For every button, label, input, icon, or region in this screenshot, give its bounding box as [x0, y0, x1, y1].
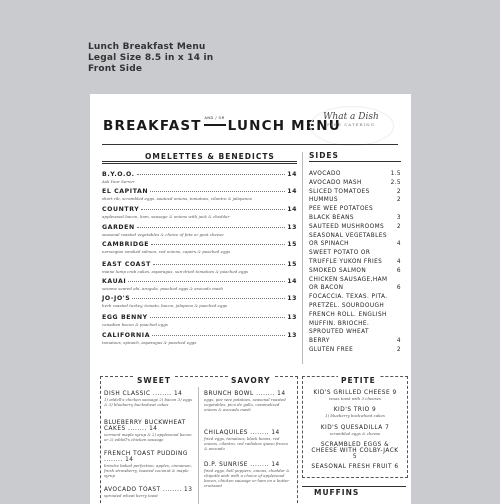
omelette-name: EL CAPITAN: [102, 188, 149, 195]
logo-flourish: [310, 106, 394, 146]
petite-description: texas toast with 3 cheeses: [329, 396, 381, 401]
side-item: [309, 197, 401, 203]
header-rule: [102, 144, 398, 145]
omelette-row: [102, 241, 297, 248]
omelette-row: [102, 171, 297, 178]
omelettes-rule-top: [102, 161, 297, 162]
side-name: OR SPINACH: [309, 241, 349, 248]
savory-description: fried eggs, bell peppers, onions, cheddar & chipotle aioli with a choice of applewood bacon, chicken sausage or ham on a butter croissant: [204, 468, 290, 488]
sweet-name: FRENCH TOAST PUDDING ........ 14: [104, 451, 188, 463]
petite-price: 5: [352, 454, 358, 460]
side-price: [398, 303, 401, 309]
petite-price: 9: [372, 407, 377, 413]
sides-heading: SIDES: [309, 151, 339, 160]
side-name: MUFFIN. BRIOCHE.: [309, 320, 370, 327]
petite-item: [304, 464, 406, 470]
dot-leader: [137, 227, 285, 228]
caption-line-2: Legal Size 8.5 in x 14 in: [88, 53, 214, 63]
sweet-savory-divider: [198, 387, 199, 504]
omelette-price: 14: [287, 206, 297, 213]
omelette-row: [102, 188, 297, 195]
sweet-item: [104, 451, 194, 478]
savory-name: CHILAQUILES ........ 14: [204, 430, 280, 436]
savory-item: [204, 430, 292, 451]
dot-leader: [153, 264, 285, 265]
title-and-or: AND / OR: [204, 115, 225, 120]
omelette-item: [102, 332, 297, 345]
omelette-description: norwegian smoked salmon, red onions, capers & poached eggs: [102, 249, 231, 254]
omelette-name: EAST COAST: [102, 261, 151, 268]
petite-item: [304, 425, 406, 436]
omelette-price: 15: [287, 241, 297, 248]
omelette-description: seasonal roasted vegetables & choice of feta or goat cheese: [102, 232, 224, 237]
omelette-item: [102, 206, 297, 219]
side-item: [309, 303, 401, 309]
dot-leader: [151, 244, 285, 245]
caption: [88, 42, 213, 75]
savory-item: [204, 391, 292, 412]
omelette-description: applewood bacon, ham, sausage & onions with jack & cheddar: [102, 214, 230, 219]
savory-description: eggs, pee wee potatoes, seasonal roasted vegetables, pico de gallo, caramelized onions & avocado mash: [204, 397, 286, 412]
petite-name-text: KID'S GRILLED CHEESE: [313, 390, 391, 396]
side-price: [398, 206, 401, 212]
side-name: PEE WEE POTATOES: [309, 206, 374, 213]
savory-name: D.P. SUNRISE ........ 14: [204, 462, 280, 468]
petite-name-text: KID'S QUESADILLA: [320, 425, 383, 431]
omelette-row: [102, 206, 297, 213]
omelette-description: short rib, scrambled eggs, sauteed onions, tomatoes, cilantro & jalapenos: [102, 196, 252, 201]
dot-leader: [141, 209, 285, 210]
omelette-item: [102, 188, 297, 201]
petite-name-text: SEASONAL FRESH FRUIT: [311, 464, 393, 470]
caption-line-1: Lunch Breakfast Menu: [88, 42, 206, 52]
side-name: CHICKEN SAUSAGE,HAM: [309, 276, 388, 283]
omelette-price: 13: [287, 332, 297, 339]
side-item: [309, 338, 401, 344]
side-price: 2: [396, 223, 401, 230]
side-name: SLICED TOMATOES: [309, 188, 370, 195]
savory-name: BRUNCH BOWL ........ 14: [204, 391, 286, 397]
menu-title: [103, 115, 341, 134]
savory-item: [204, 462, 292, 488]
dot-leader: [150, 191, 285, 192]
side-price: [398, 250, 401, 256]
side-item: [309, 277, 401, 283]
side-price: 6: [396, 267, 401, 274]
title-separator: [204, 115, 226, 126]
side-item: [309, 329, 401, 335]
menu-sheet: [90, 94, 411, 504]
omelette-description: maine lump crab cakes, asparagus, sun-dried tomatoes & poached eggs: [102, 269, 249, 274]
caption-line-3: Front Side: [88, 64, 143, 74]
side-item: [309, 180, 401, 186]
petite-name: [304, 464, 406, 470]
petite-description: scrambled eggs & cheese: [329, 431, 381, 436]
omelette-price: 13: [287, 314, 297, 321]
petite-name-text: KID'S TRIO: [333, 407, 370, 413]
side-item: [309, 312, 401, 318]
sides-rule: [309, 161, 401, 162]
side-price: [398, 233, 401, 239]
sweet-description: 1) eddell's chicken sausage 2) bacon 3) eggs & 3) blueberry buckwheat cakes: [104, 397, 193, 407]
side-price: [398, 294, 401, 300]
side-name: FOCACCIA. TEXAS. PITA.: [309, 294, 388, 301]
omelette-name: KAUAI: [102, 278, 127, 285]
side-name: AVOCADO: [309, 171, 341, 177]
omelette-description: herb roasted turkey, tomato, bacon, jalapeno & poached eggs: [102, 303, 228, 308]
side-name: FRENCH ROLL. ENGLISH: [309, 311, 387, 318]
muffins-rule: [302, 486, 406, 487]
side-item: [309, 215, 401, 221]
side-name: HUMMUS: [309, 197, 338, 204]
side-price: [398, 329, 401, 335]
side-item: [309, 321, 401, 327]
omelettes-rule-bottom: [102, 163, 297, 164]
petite-name: [304, 442, 406, 460]
dot-leader: [150, 317, 285, 318]
side-price: 4: [396, 259, 401, 265]
side-item: [309, 189, 401, 195]
side-item: [309, 250, 401, 256]
side-price: 4: [396, 338, 401, 345]
side-item: [309, 241, 401, 247]
sweet-description: vermont maple syrup & 2) applewood bacon or 2) eddell's chicken sausage: [104, 432, 192, 442]
omelette-name: GARDEN: [102, 224, 135, 231]
petite-heading: PETITE: [338, 376, 379, 385]
omelette-row: [102, 314, 297, 321]
logo-subtitle: FINE CATERING: [327, 122, 375, 127]
side-name: PRETZEL. SOURDOUGH: [309, 303, 385, 309]
petite-description: 1) blueberry buckwheat cakes: [325, 413, 385, 418]
omelette-name: CAMBRIDGE: [102, 241, 150, 248]
omelette-item: [102, 278, 297, 291]
dot-leader: [132, 298, 285, 299]
dot-leader: [137, 174, 286, 175]
side-price: 2: [396, 197, 401, 204]
omelette-name: EGG BENNY: [102, 314, 148, 321]
side-name: BLACK BEANS: [309, 215, 354, 221]
side-item: [309, 206, 401, 212]
omelette-price: 13: [287, 224, 297, 231]
petite-item: [304, 390, 406, 401]
sweet-description: sprouted wheat berry toast: [104, 493, 158, 498]
side-price: [398, 277, 401, 283]
sweet-heading: SWEET: [134, 376, 174, 385]
side-price: [398, 321, 401, 327]
side-price: 1.5: [390, 171, 401, 177]
petite-item: [304, 407, 406, 418]
omelette-item: [102, 171, 297, 184]
side-price: 4: [396, 241, 401, 248]
logo: [314, 112, 388, 140]
side-price: 2: [396, 188, 401, 195]
omelette-description: Ask Your Server: [102, 179, 135, 184]
omelette-price: 14: [287, 188, 297, 195]
omelette-row: [102, 332, 297, 339]
title-menu: MENU: [291, 118, 341, 134]
omelette-description: sesame seared ahi, arugula, poached eggs & avocado mash: [102, 286, 223, 291]
omelette-price: 14: [287, 171, 297, 178]
side-price: 6: [396, 285, 401, 292]
dot-leader: [128, 281, 285, 282]
side-item: [309, 233, 401, 239]
side-name: SPROUTED WHEAT: [309, 329, 369, 336]
sweet-name: DISH CLASSIC ........ 14: [104, 391, 183, 397]
omelette-item: [102, 224, 297, 237]
logo-name: What a Dish: [323, 112, 379, 122]
column-divider: [302, 152, 303, 364]
side-item: [309, 224, 401, 230]
side-price: [398, 312, 401, 318]
savory-description: fried eggs, tomatoes, black beans, red onions, cilantro, red radishes queso fresco & avocado: [204, 436, 288, 451]
petite-price: 9: [392, 390, 397, 396]
omelette-description: tomatoes, spinach, asparagus & poached eggs: [102, 340, 197, 345]
sweet-description: brioche baked perfection, apples, cinnamon, fresh strawberry, toasted coconut & maple syrup: [104, 463, 192, 478]
title-lunch: LUNCH: [227, 118, 286, 134]
side-price: 2: [396, 347, 401, 353]
sweet-item: [104, 420, 194, 442]
side-item: [309, 259, 401, 265]
savory-heading: SAVORY: [228, 376, 274, 385]
petite-price: 7: [385, 425, 390, 431]
title-breakfast: BREAKFAST: [103, 118, 202, 134]
omelette-item: [102, 241, 297, 254]
side-item: [309, 347, 401, 353]
omelette-price: 14: [287, 278, 297, 285]
side-name: AVOCADO MASH: [309, 179, 362, 186]
omelette-price: 13: [287, 295, 297, 302]
omelette-row: [102, 278, 297, 285]
side-name: SMOKED SALMON: [309, 267, 367, 274]
omelettes-heading: OMELETTES & BENEDICTS: [145, 152, 275, 161]
omelette-name: JO-JO'S: [102, 295, 131, 302]
omelette-name: CALIFORNIA: [102, 332, 151, 339]
side-name: SWEET POTATO OR: [309, 250, 371, 257]
sweet-name: AVOCADO TOAST ........ 13: [104, 487, 193, 493]
petite-price: 6: [394, 464, 399, 470]
dot-leader: [152, 335, 285, 336]
omelette-row: [102, 224, 297, 231]
omelette-item: [102, 314, 297, 327]
omelette-item: [102, 261, 297, 274]
side-name: OR BACON: [309, 285, 344, 292]
side-item: [309, 268, 401, 274]
side-name: SEASONAL VEGETABLES: [309, 232, 387, 239]
sweet-item: [104, 487, 194, 498]
side-price: 3: [396, 215, 401, 221]
side-name: GLUTEN FREE: [309, 347, 354, 353]
side-name: SAUTEED MUSHROOMS: [309, 223, 385, 230]
muffins-heading: MUFFINS: [314, 488, 360, 497]
petite-item: [304, 442, 406, 460]
side-name: TRUFFLE YUKON FRIES: [309, 259, 383, 265]
omelette-row: [102, 295, 297, 302]
sweet-item: [104, 391, 194, 407]
sweet-name: BLUEBERRY BUCKWHEAT CAKES ........ 14: [104, 420, 186, 432]
omelette-item: [102, 295, 297, 308]
omelette-name: COUNTRY: [102, 206, 140, 213]
side-item: [309, 171, 401, 177]
side-name: BERRY: [309, 338, 330, 345]
side-item: [309, 285, 401, 291]
omelette-name: B.Y.O.O.: [102, 171, 135, 178]
omelette-price: 15: [287, 261, 297, 268]
omelette-description: canadian bacon & poached eggs: [102, 322, 168, 327]
side-item: [309, 294, 401, 300]
petite-name-text: SCRAMBLED EGGS & CHEESE WITH COLBY-JACK: [311, 442, 399, 454]
omelette-row: [102, 261, 297, 268]
side-price: 2.5: [390, 179, 401, 186]
